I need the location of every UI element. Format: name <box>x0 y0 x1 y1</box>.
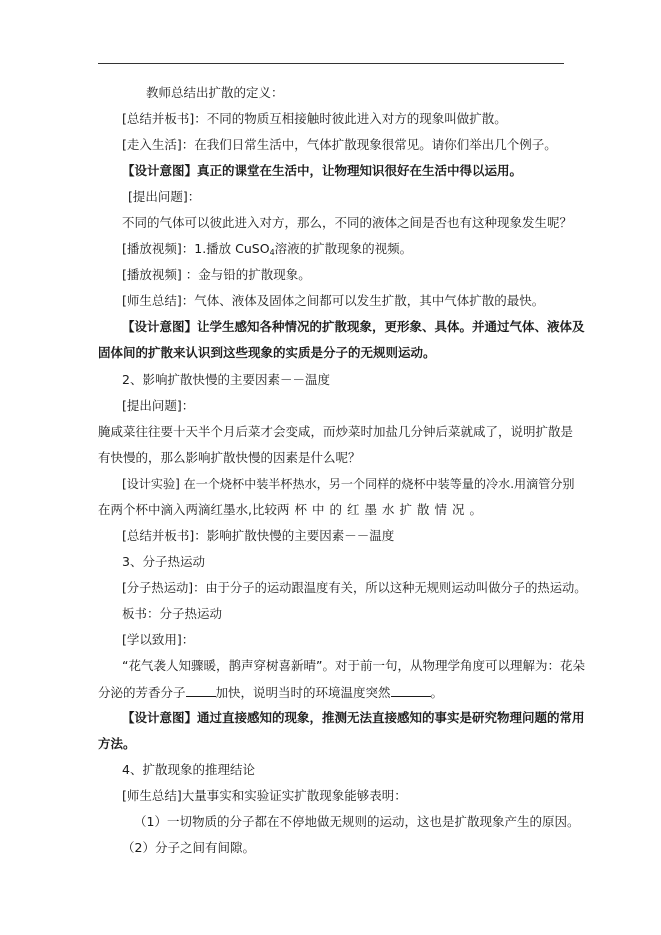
text-line: [学以致用]： <box>122 632 195 647</box>
text-line: [设计实验] 在一个烧杯中装半杯热水，另一个同样的烧杯中装等量的冷水.用滴管分别 <box>122 477 575 491</box>
text-line: [播放视频] ：金与铅的扩散现象。 <box>122 267 311 282</box>
text-segment: 。 <box>469 502 483 517</box>
fill-blank <box>391 684 431 697</box>
text-line: （1）一切物质的分子都在不停地做无规则的运动，这也是扩散现象产生的原因。 <box>134 814 580 829</box>
text-segment: 在两个杯中滴入两滴红墨水,比较 <box>98 502 277 517</box>
text-segment: 溶液的扩散现象的视频。 <box>274 241 413 256</box>
text-line: 腌咸菜往往要十天半个月后菜才会变咸，而炒菜时加盐几分钟后菜就咸了，说明扩散是 <box>98 424 574 439</box>
text-line: [师生总结]：气体、液体及固体之间都可以发生扩散，其中气体扩散的最快。 <box>122 293 545 308</box>
text-line: 板书：分子热运动 <box>122 606 223 621</box>
text-line <box>122 241 412 261</box>
design-intent-line: 【设计意图】真正的课堂在生活中，让物理知识很好在生活中得以运用。 <box>122 163 523 178</box>
text-segment: 加快，说明当时的环境温度突然 <box>215 685 391 700</box>
section-heading: 2、影响扩散快慢的主要因素－－温度 <box>122 372 330 387</box>
subscript: 4 <box>269 248 275 257</box>
text-line: [提出问题]： <box>122 398 195 413</box>
text-line: 教师总结出扩散的定义： <box>146 85 284 100</box>
text-line: （2）分子之间有间隙。 <box>122 840 255 855</box>
text-line: [师生总结]大量事实和实验证实扩散现象能够表明： <box>122 788 407 803</box>
text-line: 不同的气体可以彼此进入对方，那么，不同的液体之间是否也有这种现象发生呢？ <box>122 215 573 230</box>
text-line: “花气袭人知骤暖，鹊声穿树喜新晴”。对于前一句，从物理学角度可以理解为：花朵 <box>122 658 585 673</box>
section-heading: 3、分子热运动 <box>122 554 205 569</box>
design-intent-line: 固体间的扩散来认识到这些现象的实质是分子的无规则运动。 <box>98 345 436 360</box>
text-line: [分子热运动]：由于分子的运动跟温度有关，所以这种无规则运动叫做分子的热运动。 <box>122 581 587 595</box>
text-line <box>98 502 482 518</box>
section-heading: 4、扩散现象的推理结论 <box>122 762 255 777</box>
text-segment: 两杯中的红墨水扩散情况 <box>276 502 470 517</box>
design-intent-line: 【设计意图】让学生感知各种情况的扩散现象，更形象、具体。并通过气体、液体及 <box>122 319 585 334</box>
text-segment: [播放视频]：1.播放 CuSO <box>122 241 270 256</box>
header-rule <box>98 63 564 64</box>
text-segment: 。 <box>430 685 444 700</box>
text-line <box>98 684 443 701</box>
text-line: [总结并板书]：不同的物质互相接触时彼此进入对方的现象叫做扩散。 <box>122 111 507 126</box>
fill-blank <box>186 684 216 697</box>
text-segment: 分泌的芳香分子 <box>98 685 186 700</box>
text-line: 有快慢的，那么影响扩散快慢的因素是什么呢？ <box>98 450 361 465</box>
design-intent-line: 【设计意图】通过直接感知的现象，推测无法直接感知的事实是研究物理问题的常用 <box>122 710 585 725</box>
design-intent-line: 方法。 <box>98 736 136 751</box>
text-line: [提出问题]： <box>128 189 201 204</box>
text-line: [总结并板书]：影响扩散快慢的主要因素－－温度 <box>122 528 395 543</box>
text-line: [走入生活]：在我们日常生活中，气体扩散现象很常见。请你们举出几个例子。 <box>122 137 557 152</box>
